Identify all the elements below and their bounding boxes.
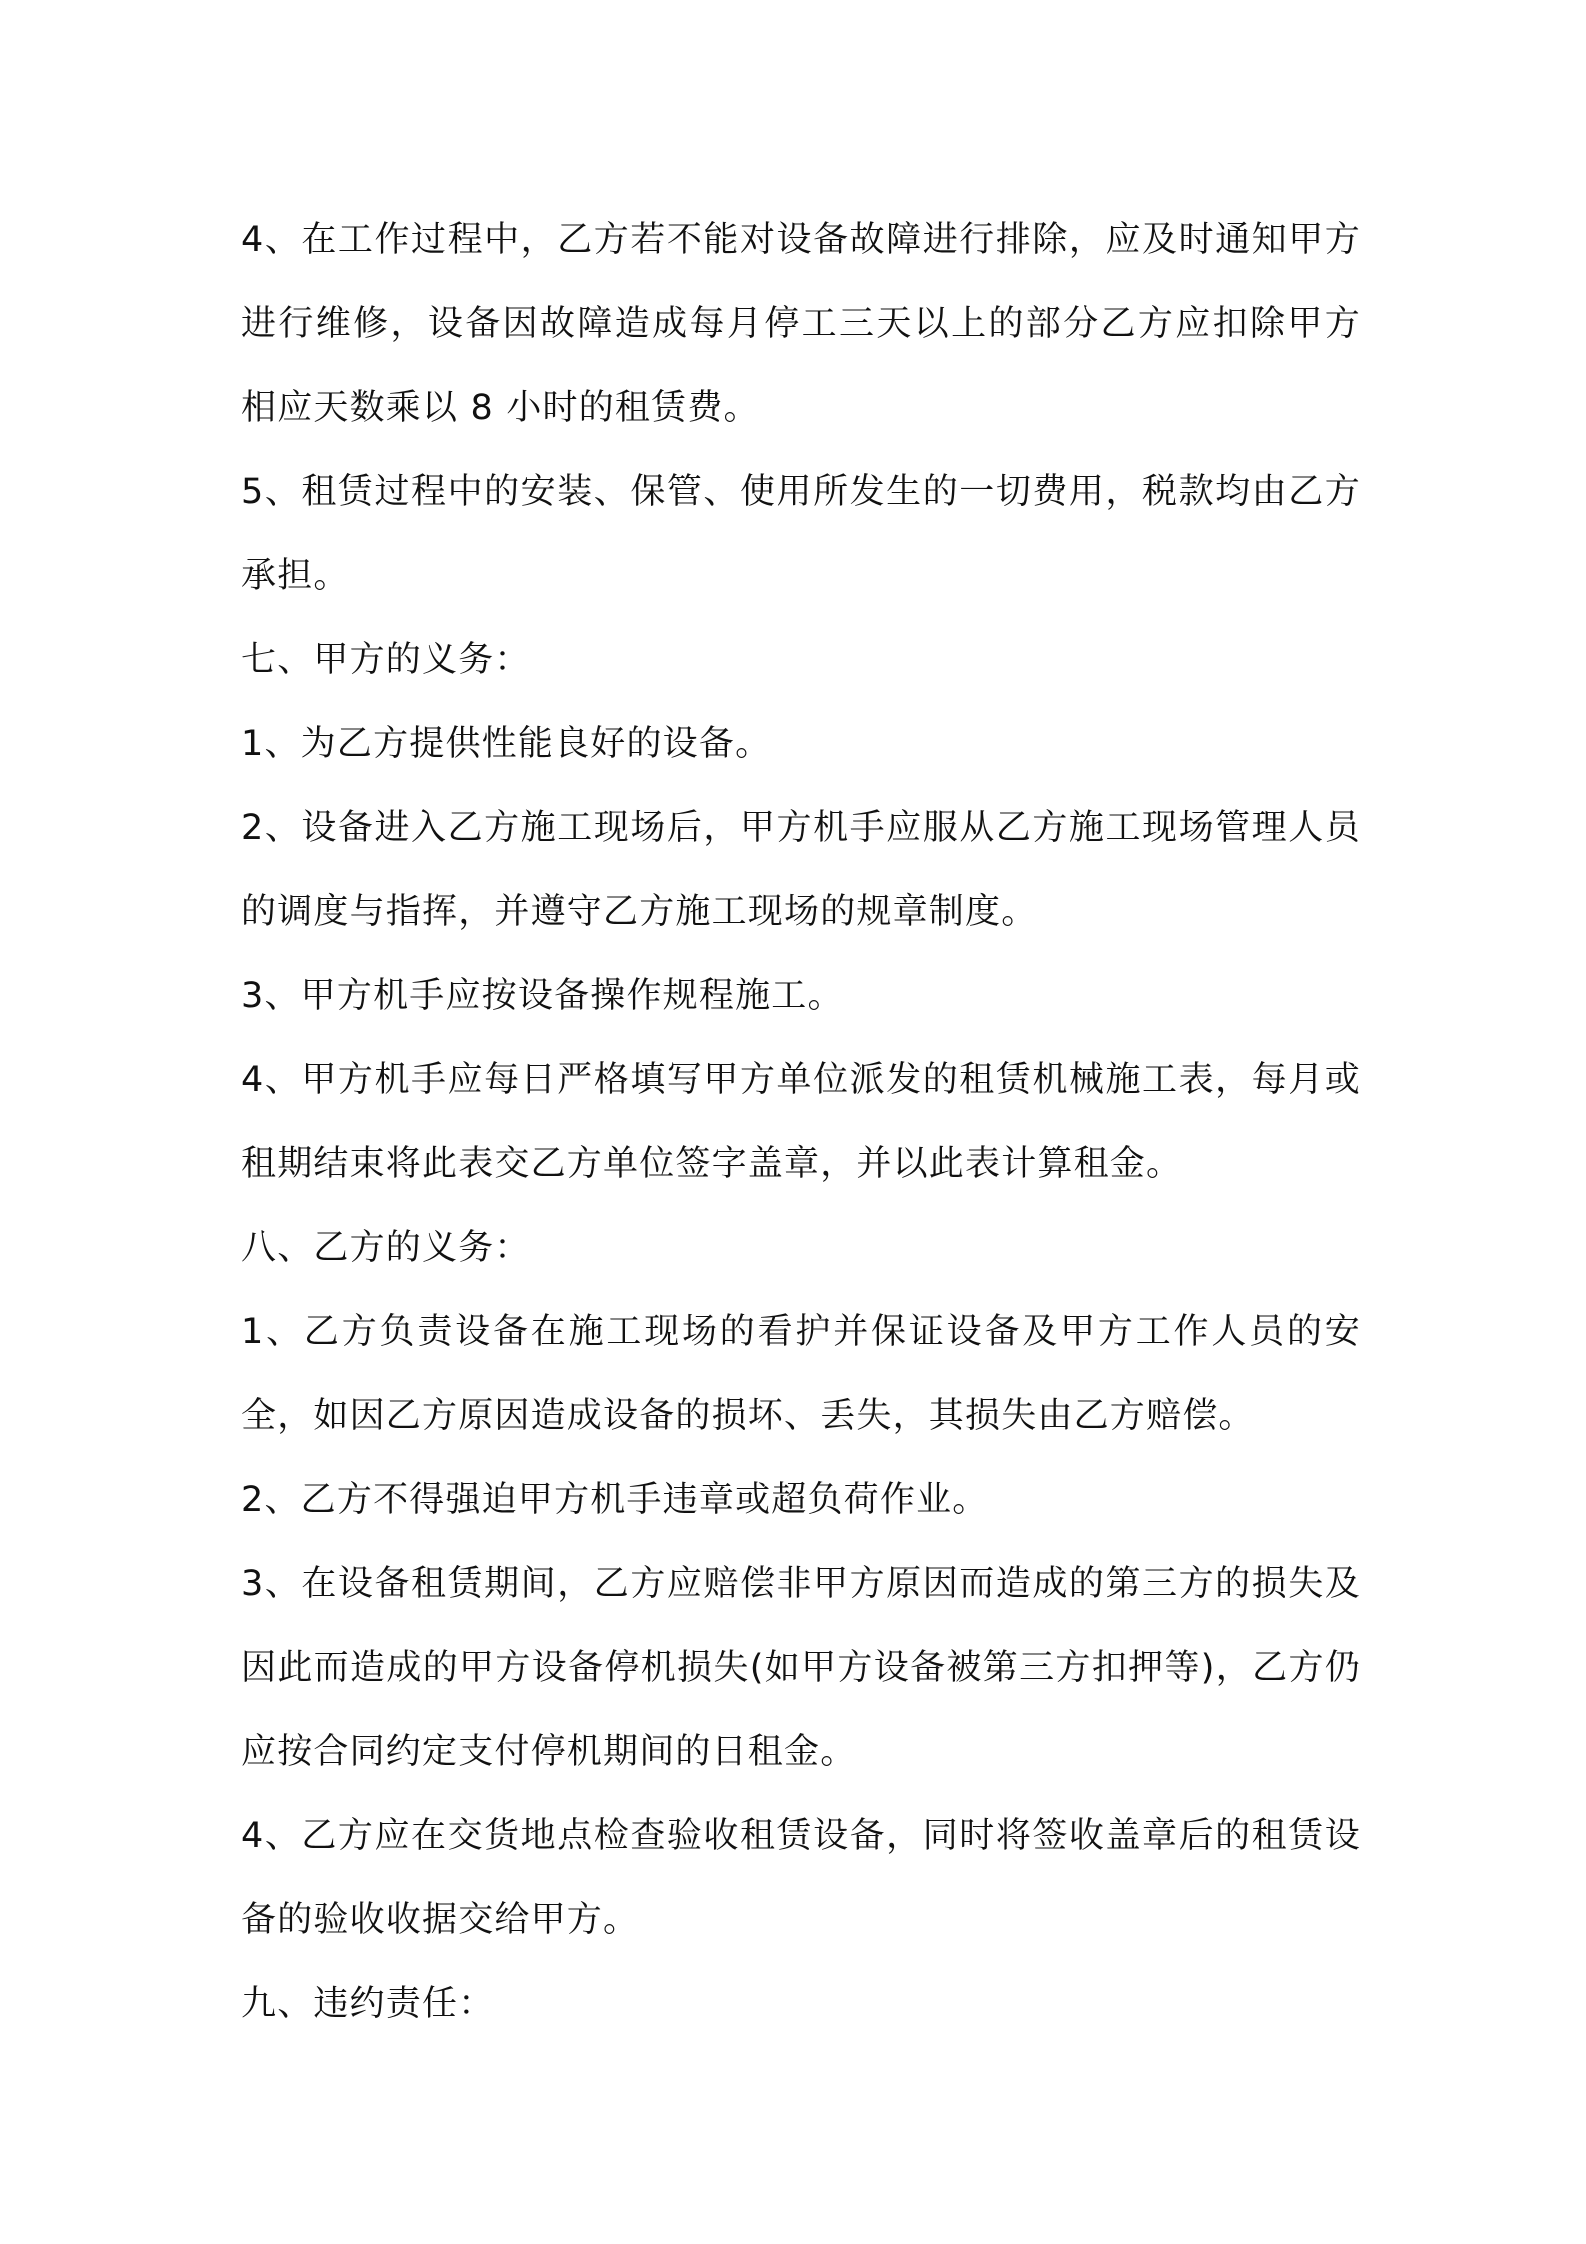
clause-paragraph: 4、甲方机手应每日严格填写甲方单位派发的租赁机械施工表，每月或租期结束将此表交乙方单位签字盖章，并以此表计算租金。 (241, 1060, 1361, 1184)
clause-paragraph: 2、设备进入乙方施工现场后，甲方机手应服从乙方施工现场管理人员的调度与指挥，并遵守乙方施工现场的规章制度。 (241, 808, 1361, 932)
clause-paragraph: 4、乙方应在交货地点检查验收租赁设备，同时将签收盖章后的租赁设备的验收收据交给甲方。 (241, 1816, 1361, 1940)
section-heading: 七、甲方的义务： (241, 640, 531, 680)
section-heading: 八、乙方的义务： (241, 1228, 531, 1268)
clause-paragraph: 3、在设备租赁期间，乙方应赔偿非甲方原因而造成的第三方的损失及因此而造成的甲方设备停机损失(如甲方设备被第三方扣押等)，乙方仍应按合同约定支付停机期间的日租金。 (241, 1564, 1361, 1772)
clause-paragraph: 1、乙方负责设备在施工现场的看护并保证设备及甲方工作人员的安全，如因乙方原因造成设备的损坏、丢失，其损失由乙方赔偿。 (241, 1312, 1361, 1436)
document-body (241, 198, 1361, 2046)
clause-paragraph: 3、甲方机手应按设备操作规程施工。 (241, 976, 844, 1016)
clause-paragraph: 2、乙方不得强迫甲方机手违章或超负荷作业。 (241, 1480, 989, 1520)
clause-paragraph: 4、在工作过程中，乙方若不能对设备故障进行排除，应及时通知甲方进行维修，设备因故障造成每月停工三天以上的部分乙方应扣除甲方相应天数乘以 8 小时的租赁费。 (241, 220, 1361, 428)
clause-paragraph: 5、租赁过程中的安装、保管、使用所发生的一切费用，税款均由乙方承担。 (241, 472, 1361, 596)
section-heading: 九、违约责任： (241, 1984, 495, 2024)
clause-paragraph: 1、为乙方提供性能良好的设备。 (241, 724, 772, 764)
